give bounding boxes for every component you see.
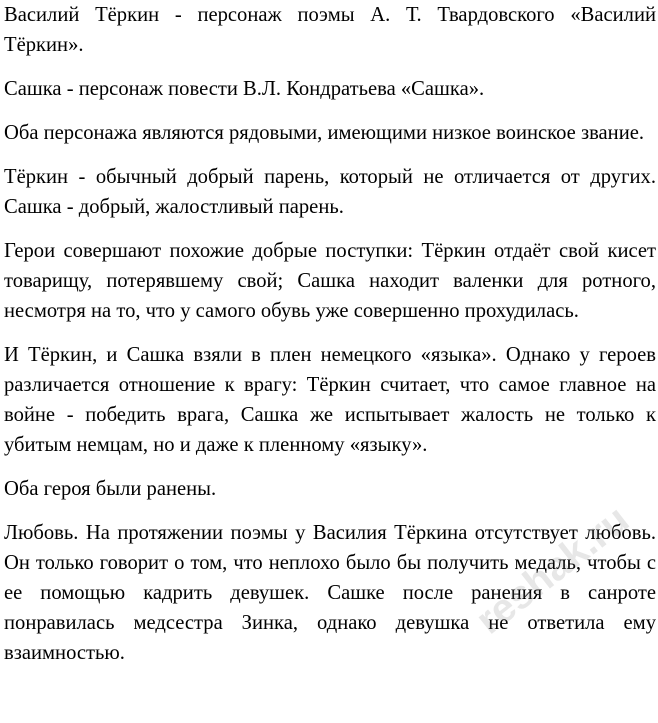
paragraph-4: Тёркин - обычный добрый парень, который не отличается от других. Сашка - добрый, жалостливый парень. (4, 166, 656, 218)
paragraph-7: Оба героя были ранены. (4, 478, 217, 500)
watermark: reshak.ru (468, 497, 638, 643)
paragraph-8: Любовь. На протяжении поэмы у Василия Тёркина отсутствует любовь. Он только говорит о том, что неплохо было бы получить медаль, чтобы с ее помощью кадрить девушек. Сашке после ранения в санроте понравилась медсестра Зинка, однако девушка не ответила ему взаимностью. (4, 522, 656, 664)
paragraph-5: Герои совершают похожие добрые поступки: Тёркин отдаёт свой кисет товарищу, потерявшему свой; Сашка находит валенки для ротного, несмотря на то, что у самого обувь уже совершенно прохудилась. (4, 240, 656, 322)
paragraph-6: И Тёркин, и Сашка взяли в плен немецкого «языка». Однако у героев различается отношение к врагу: Тёркин считает, что самое главное на войне - победить врага, Сашка же испытывает жалость не только к убитым немцам, но и даже к пленному «языку». (4, 344, 656, 456)
paragraph-3: Оба персонажа являются рядовыми, имеющими низкое воинское звание. (4, 122, 645, 144)
document-body (4, 0, 656, 682)
paragraph-1: Василий Тёркин - персонаж поэмы А. Т. Твардовского «Василий Тёркин». (4, 4, 656, 56)
paragraph-2: Сашка - персонаж повести В.Л. Кондратьева «Сашка». (4, 78, 485, 100)
